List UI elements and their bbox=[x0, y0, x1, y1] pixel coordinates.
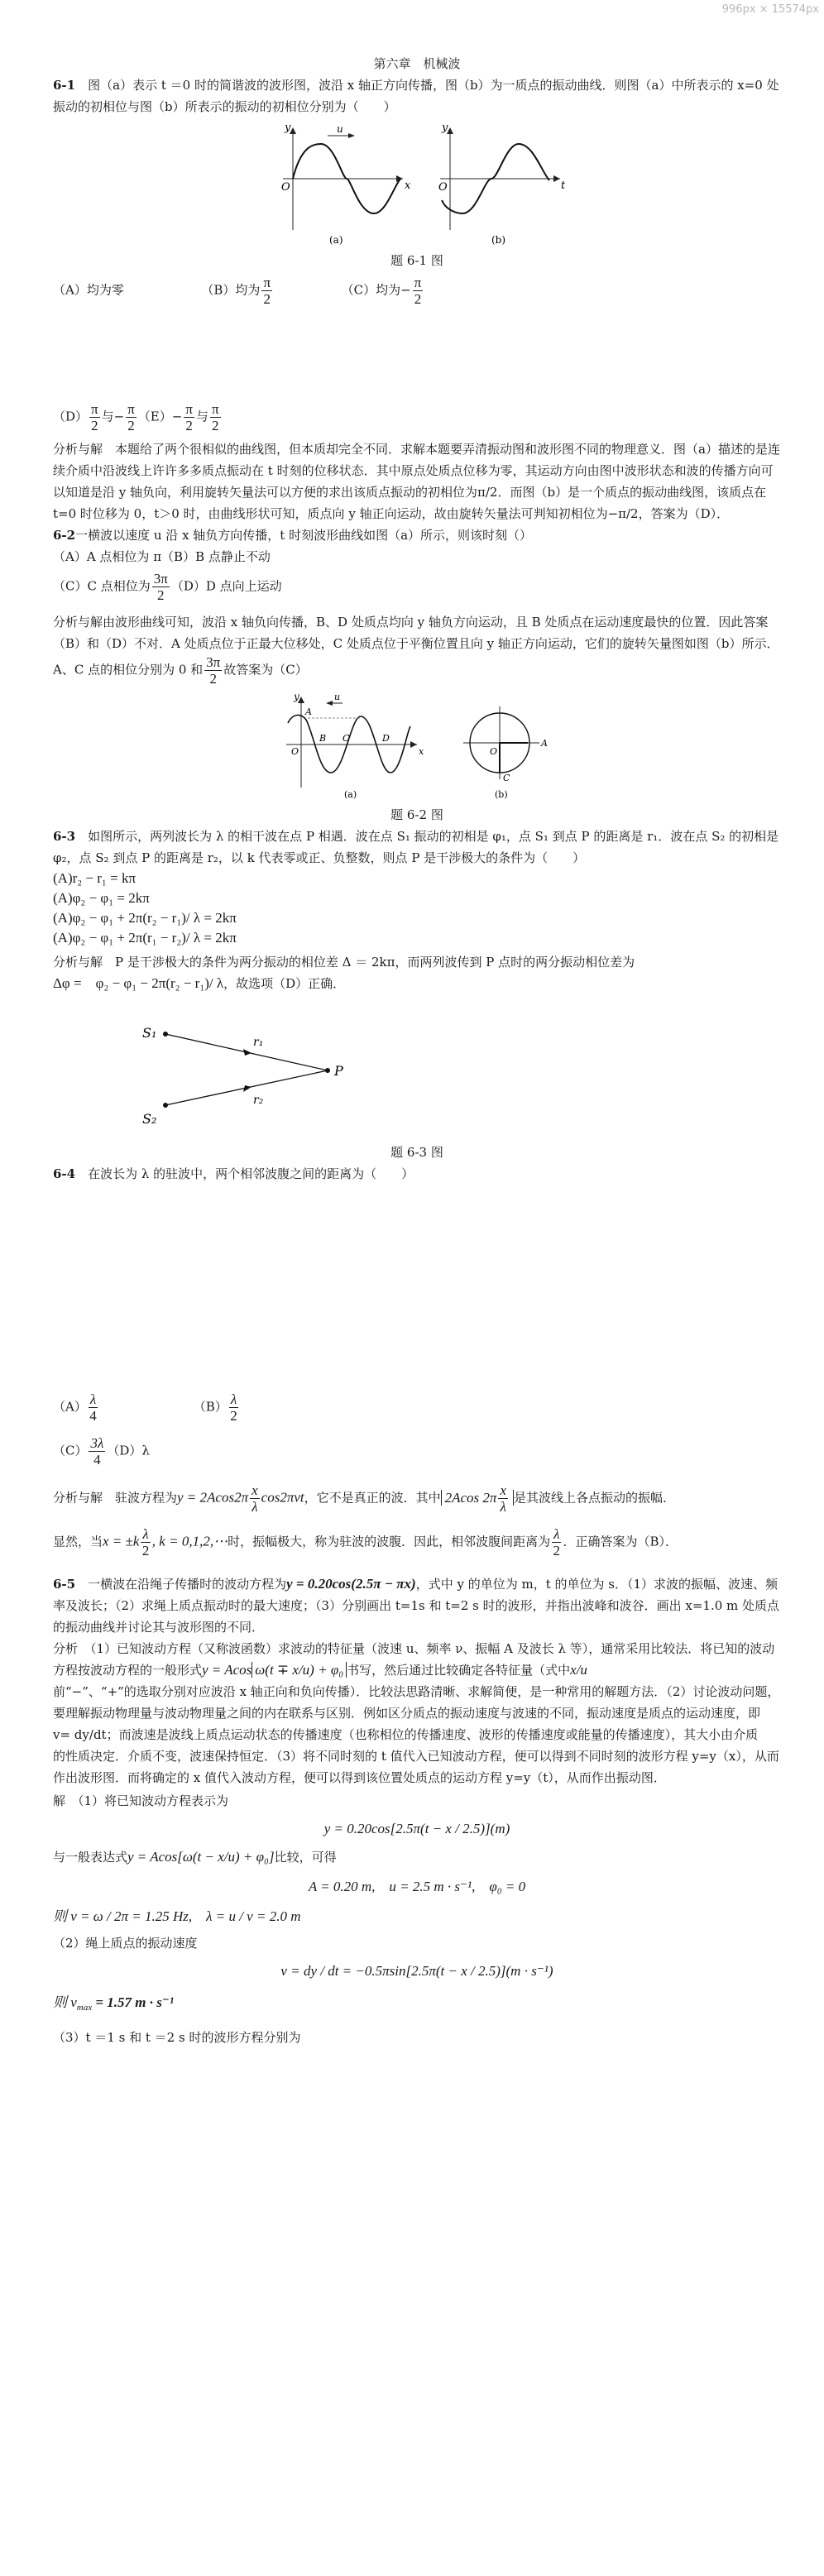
q61-caption: 题 6-1 图 bbox=[390, 253, 443, 268]
q61-text bbox=[53, 74, 781, 117]
q62-a-point-a: A bbox=[305, 706, 312, 717]
q62-b-point-a: A bbox=[541, 738, 548, 749]
q62-b-origin: O bbox=[490, 746, 498, 757]
q62-option-c: （C）C 点相位为 bbox=[53, 578, 151, 594]
q62-a-caption: (a) bbox=[344, 789, 357, 800]
q65-solution-eq1: y = 0.20cos[2.5π(t − x / 2.5)](m) bbox=[323, 1821, 510, 1837]
q64-option-c: （C） bbox=[53, 1443, 88, 1458]
q63-options bbox=[53, 869, 781, 948]
q64-option-a: （A） bbox=[53, 1399, 87, 1415]
q61-figure bbox=[53, 121, 781, 245]
q62-a-point-d: D bbox=[382, 733, 390, 744]
q63-body: 如图所示，两列波长为 λ 的相干波在点 P 相遇．波在点 S₁ 振动的初相是 φ₁，点 S₁ 到点 P 的距离是 r₁．波在点 S₂ 的初相是 φ₂，点 S₂ 到点 P 的距离是 r₂，以 k 代表零或正、负整数，则点 P 是干涉极大的条件为（ ） bbox=[53, 829, 779, 865]
q63-analysis-formula: Δφ = φ₂ − φ₁ − 2π(r₂ − r₁)/ λ bbox=[53, 975, 224, 991]
q62-a-point-b: B bbox=[319, 733, 327, 744]
q61-option-b: （B）均为 bbox=[201, 282, 261, 298]
q63-s1-label: S₁ bbox=[142, 1025, 157, 1041]
document-page bbox=[53, 51, 781, 2048]
q62-a-point-c: C bbox=[343, 733, 350, 744]
q65-number: 6-5 bbox=[53, 1577, 76, 1592]
q63-text bbox=[53, 826, 781, 869]
chapter-title: 第六章 机械波 bbox=[373, 56, 461, 71]
q64-text bbox=[53, 1163, 781, 1185]
q65-analysis-3: 的性质决定．介质不变，波速保持恒定．（3）将不同时刻的 t 值代入已知波动方程，便可以得到不同时刻的波形方程 y=y（x），从而作出波形图．而将确定的 x 值代入波动方程，便可以得到该位置处质点的运动方程 y=y（t），从而作出振动图． bbox=[53, 1749, 779, 1786]
q62-fig-a bbox=[286, 691, 424, 800]
q63-option-b: (A)φ₂ − φ₁ = 2kπ bbox=[53, 890, 150, 906]
q65-text: 6-5 一横波在沿绳子传播时的波动方程为y = 0.20cos(2.5π − πx)，式中 y 的单位为 m，t 的单位为 s．（1）求波的振幅、波速、频率及波长；（2）求绳上质点振动时的最大速度；（3）分别画出 t=1s 和 t=2 s 时的波形，并指出波峰和波谷．画出 x=1.0 m 处质点的振动曲线并讨论其与波形图的不同． bbox=[53, 1576, 780, 1635]
q62-body: 一横波以速度 u 沿 x 轴负方向传播，t 时刻波形曲线如图（a）所示，则该时刻（） bbox=[75, 528, 533, 543]
q62-option-d: （D）D 点向上运动 bbox=[170, 578, 282, 594]
q62-figure bbox=[53, 690, 781, 801]
q65-frequency: 则 ν = ω / 2π = 1.25 Hz, λ = u / ν = 2.0 m bbox=[53, 1908, 301, 1925]
q63-option-c: (A)φ₂ − φ₁ + 2π(r₂ − r₁)/ λ = 2kπ bbox=[53, 910, 237, 926]
q64-amplitude-abs: 2Acos 2π $\frac{x}{\lambda}$ bbox=[441, 1490, 514, 1506]
q63-r2-label: r₂ bbox=[253, 1094, 264, 1107]
q65-compare: 与一般表达式y = Acos[ω(t − x/u) + φ₀]比较，可得 bbox=[53, 1849, 337, 1865]
q63-p-label: P bbox=[334, 1063, 343, 1079]
q63-caption: 题 6-3 图 bbox=[390, 1145, 443, 1160]
q64-analysis-line2: 显然，当x = ±k $\frac{\lambda}{2}$ , k = 0,1,2,⋯时，振幅极大，称为驻波的波腹．因此，相邻波腹间距离为 $\frac{\lambda}{2}$ ．正确答案为（B）． bbox=[53, 1526, 678, 1559]
image-size-label: 996px × 15574px bbox=[721, 3, 819, 16]
q61-b-origin: O bbox=[438, 181, 448, 194]
q61-options-de: （D） $\frac{\pi}{2}$ 与− $\frac{\pi}{2}$ （E）− $\frac{\pi}{2}$ 与 $\frac{\pi}{2}$ bbox=[53, 401, 219, 433]
q61-option-e: （E）− bbox=[137, 409, 183, 424]
q61-a-origin: O bbox=[281, 181, 290, 194]
q61-number: 6-1 bbox=[53, 78, 76, 93]
q65-part3: （3）t ＝1 s 和 t ＝2 s 时的波形方程分别为 bbox=[53, 2030, 301, 2046]
q65-wave-equation: y = 0.20cos(2.5π − πx) bbox=[286, 1576, 416, 1592]
q65-values: A = 0.20 m, u = 2.5 m · s⁻¹, φ₀ = 0 bbox=[308, 1879, 526, 1895]
q64-option-b: （B） bbox=[193, 1399, 228, 1415]
q62-analysis: 分析与解由波形曲线可知，波沿 x 轴负向传播，B、D 处质点均向 y 轴负方向运动，且 B 处质点在运动速度最快的位置．因此答案（B）和（D）不对．A 处质点位于正最大位移处，C 处质点位于平衡位置且向 y 轴正方向运动，它们的旋转矢量图如图（b）所示．A、C 点的相位分别为 0 和 $\frac{3\pi}{2}$ 故答案为（C） bbox=[53, 615, 779, 687]
q63-option-a: (A)r₂ − r₁ = kπ bbox=[53, 870, 137, 886]
q62-number: 6-2 bbox=[53, 528, 76, 543]
q62-text bbox=[53, 524, 781, 546]
q61-a-caption: (a) bbox=[329, 234, 343, 245]
q64-options-ab: （A） $\frac{\lambda}{4}$ （B） $\frac{\lambda}{2}$ bbox=[53, 1391, 237, 1424]
q61-option-b-frac: $\frac{\pi}{2}$ bbox=[263, 275, 271, 307]
q63-analysis: 分析与解 P 是干涉极大的条件为两分振动的相位差 Δ ＝ 2kπ，而两列波传到 P 点时的两分振动相位差为 Δφ = φ₂ − φ₁ − 2π(r₂ − r₁)/ λ，故选项（D）正确． bbox=[53, 955, 635, 991]
q65-velocity-eq: v = dy / dt = −0.5πsin[2.5π(t − x / 2.5)](m · s⁻¹) bbox=[280, 1963, 553, 1980]
q65-vmax: 则 $v_{max} = 1.57$ m · s⁻¹ bbox=[53, 1994, 174, 2013]
q64-options-cd: （C） $\frac{3\lambda}{4}$ （D）λ bbox=[53, 1435, 150, 1468]
q62-caption: 题 6-2 图 bbox=[390, 807, 443, 822]
q62-fig-b bbox=[463, 706, 548, 800]
q62-a-y-label: y bbox=[294, 691, 299, 702]
q62-b-point-c: C bbox=[503, 773, 510, 783]
q63-number: 6-3 bbox=[53, 829, 76, 844]
q61-option-c: （C）均为− bbox=[341, 282, 411, 298]
q64-body: 在波长为 λ 的驻波中，两个相邻波腹之间的距离为（ ） bbox=[88, 1166, 414, 1181]
q61-b-t-label: t bbox=[561, 180, 566, 192]
q61-option-a: （A）均为零 bbox=[53, 282, 124, 298]
q63-figure bbox=[53, 1001, 781, 1140]
q62-a-x-label: x bbox=[419, 746, 424, 757]
q65-analysis-1: 分析 （1）已知波动方程（又称波函数）求波动的特征量（波速 u、频率 ν、振幅 A 及波长 λ 等），通常采用比较法．将已知的波动方程按波动方程的一般形式y = Acos ω(t ∓ x/u) + φ₀ 书写，然后通过比较确定各特征量（式中x/u bbox=[53, 1641, 775, 1678]
q64-option-d: （D）λ bbox=[107, 1443, 150, 1458]
q61-analysis: 分析与解 本题给了两个很相似的曲线图，但本质却完全不同．求解本题要弄清振动图和波形图不同的物理意义．图（a）描述的是连续介质中沿波线上许许多多质点振动在 t 时刻的位移状态．其中原点处质点位移为零，其运动方向由图中波形状态和波的传播方向可以知道是沿 y 轴负向，利用旋转矢量法可以方便的求出该质点振动的初相位为π/2．而图（b）是一个质点的振动曲线图，该质点在 t=0 时位移为 0，t＞0 时，由曲线形状可知，质点向 y 轴正向运动，故由旋转矢量法可判知初相位为−π/2，答案为（D）． bbox=[53, 442, 780, 521]
q62-b-caption: (b) bbox=[495, 789, 508, 800]
q65-solution-title: 解 （1）将已知波动方程表示为 bbox=[53, 1793, 229, 1809]
q61-b-caption: (b) bbox=[491, 234, 506, 245]
q63-option-d: (A)φ₂ − φ₁ + 2π(r₁ − r₂)/ λ = 2kπ bbox=[53, 930, 237, 946]
q65-analysis-2: 前“−”、“+”的选取分别对应波沿 x 轴正向和负向传播）．比较法思路清晰、求解简便，是一种常用的解题方法．（2）讨论波动问题，要理解振动物理量与波动物理量之间的内在联系与区别．例如区分质点的振动速度与波速的不同，振动速度是质点的运动速度，即 v= dy/dt；而波速是波线上质点运动状态的传播速度（也称相位的传播速度、波形的传播速度或能量的传播速度），其大小由介质 bbox=[53, 1684, 780, 1743]
q61-body: 图（a）表示 t ＝0 时的简谐波的波形图，波沿 x 轴正方向传播，图（b）为一质点的振动曲线．则图（a）中所表示的 x=0 处振动的初相位与图（b）所表示的振动的初相位分别为（ ） bbox=[53, 78, 779, 114]
q65-part2: （2）绳上质点的振动速度 bbox=[53, 1936, 198, 1951]
q63-s2-label: S₂ bbox=[142, 1111, 157, 1127]
q62-a-u-label: u bbox=[334, 692, 341, 702]
q64-analysis-line1: 分析与解 驻波方程为y = 2Acos2π $\frac{x}{\lambda}$ cos2πνt，它不是真正的波．其中 2Acos 2π $\frac{x}{\lambda}$ 是其波线上各点振动的振幅． bbox=[53, 1482, 675, 1515]
q61-option-c-frac: $\frac{\pi}{2}$ bbox=[414, 275, 422, 307]
q61-fig-b bbox=[438, 122, 566, 245]
q63-r1-label: r₁ bbox=[253, 1036, 264, 1049]
q61-a-u-label: u bbox=[337, 123, 343, 135]
q62-a-origin: O bbox=[291, 746, 299, 757]
q61-b-y-label: y bbox=[442, 122, 448, 134]
q61-a-y-label: y bbox=[285, 122, 291, 134]
q62-analysis-frac: $\frac{3\pi}{2}$ bbox=[206, 654, 221, 687]
q62-options-cd: （C）C 点相位为 $\frac{3\pi}{2}$ （D）D 点向上运动 bbox=[53, 571, 282, 603]
q64-number: 6-4 bbox=[53, 1166, 76, 1181]
q61-fig-a bbox=[281, 122, 411, 245]
q61-options-abc bbox=[53, 275, 781, 307]
q62-options-ab: （A）A 点相位为 π（B）B 点静止不动 bbox=[53, 549, 271, 564]
q61-option-d: （D） bbox=[53, 409, 89, 424]
q61-a-x-label: x bbox=[405, 180, 411, 192]
